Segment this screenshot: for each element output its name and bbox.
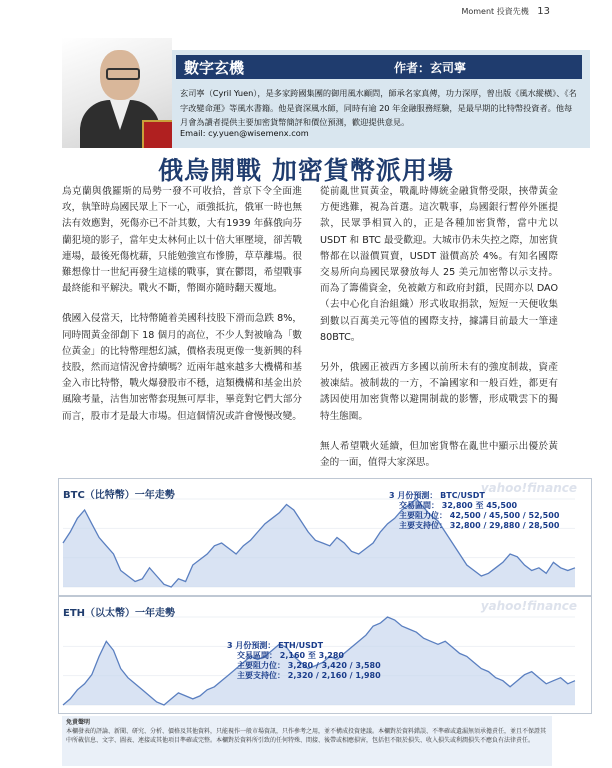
yahoo-finance-watermark: yahoo!finance [480,599,577,613]
forecast-resistance: 主要阻力位： 42,500 / 45,500 / 52,500 [399,511,560,520]
btc-forecast-box [389,491,559,531]
forecast-heading: 3 月份預測： BTC/USDT [389,491,485,500]
forecast-resistance: 主要阻力位： 3,280 / 3,420 / 3,580 [237,661,381,670]
forecast-range: 交易區間： 2,160 至 3,280 [237,651,344,660]
author-photo [62,38,172,148]
article-title: 俄烏開戰 加密貨幣派用場 [158,156,454,185]
forecast-support: 主要支持位： 32,800 / 29,880 / 28,500 [399,521,560,530]
magazine-name: Moment 投資先機 [461,7,529,16]
paragraph: 另外，俄國正被西方多國以前所未有的強度制裁，資產被凍結。被制裁的一方，不論國家和一般百姓，都更有誘因使用加密貨幣以避開制裁的影響，形成戰雲下的獨特生態圈。 [320,362,558,422]
author-bio: 玄司寧（Cyril Yuen），是多家跨國集團的御用風水顧問，師承名家真傳，功力深厚，曾出版《風水縱橫》、《名字改變命運》等風水書籍。他是資深風水師，同時有逾 20 年金融服務經驗，是最早期的比特幣投資者。他每月會為讀者提供主要加密貨幣簡評和價位預測，歡迎提供意見。 [180,88,577,127]
paragraph: 無人希望戰火延續，但加密貨幣在亂世中顯示出優於黃金的一面，值得大家深思。 [320,440,558,469]
page-header [461,6,550,17]
paragraph: 俄國入侵當天，比特幣隨着美國科技股下滑而急跌 8%，同時間黃金卻創下 18 個月的高位，不少人對被喻為「數位黃金」的比特幣理想幻滅，價格表現更像一隻新興的科技股，然而這情況會持續嗎？近兩年越來越多大機構和基金入市比特幣，戰火爆發股市不穩，這類機構和基金出於風險考量，沽售加密幣套現無可厚非，畢竟對它們大部分而言，股市才是最大市場。但這個情況或許會慢慢改變。 [62,313,302,422]
btc-chart [58,478,592,596]
disclaimer-text: 本欄發表的評論、新聞、研究、分析、價格及其他資料，只能視作一般市場資訊，只作參考之用，並不構成投資建議。本欄對於資料錯誤、不準確或遺漏無須承擔責任，並且不保證其中所載信息、文字、圖表、連接或其他項目準確或完整。本欄對於資料所引致的任何特殊、間接、後帶或相應損害，包括但不限於損失、收入損失或利潤損失不應負有法律責任。 [66,728,547,744]
yahoo-finance-watermark: yahoo!finance [480,481,577,495]
paragraph: 烏克蘭與俄羅斯的局勢一發不可收拾，普京下令全面進攻，執筆時烏國民眾上下一心，頑強抵抗，俄軍一時也無法有效應對，死傷亦已不計其數，大有1939 年蘇俄向芬蘭犯境的影子，當年史太林何止以十倍大軍壓境，卻苦戰連場，最後死傷枕藉，只能勉強宣布慘勝，草草離場。很難想像廿一世紀再發生這樣的戰事，實在鬱悶，希望戰事最終能和平解決。戰火不斷，幣圈亦隨時翻天覆地。 [62,186,302,295]
disclaimer-title: 免責聲明 [66,719,91,726]
column-title-bar [176,55,582,79]
eth-forecast-box [227,641,381,681]
author-name: 作者：玄司寧 [394,61,467,75]
article-column-right [320,184,558,485]
forecast-range: 交易區間： 32,800 至 45,500 [399,501,518,510]
disclaimer [62,716,552,766]
forecast-support: 主要支持位： 2,320 / 2,160 / 1,980 [237,671,381,680]
article-column-left [62,184,302,439]
forecast-heading: 3 月份預測： ETH/USDT [227,641,324,650]
eth-chart [58,596,592,714]
btc-chart-title: BTC（比特幣）一年走勢 [63,490,175,501]
column-name: 數字玄機 [184,59,245,77]
eth-chart-title: ETH（以太幣）一年走勢 [63,608,176,619]
page-number: 13 [537,6,550,17]
paragraph: 從前亂世買黃金，戰亂時傳統金融貨幣受限，挾帶黃金方便逃難，視為首選。這次戰事，烏國銀行暫停外匯提款，民眾爭相買入的，正是各種加密貨幣，當中尤以 USDT 和 BTC 最受歡迎。大城市仍未失控之際，加密貨幣都在以溢價買賣，USDT 溢價高於 4%。有知名國際交易所向烏國民眾發放每人 25 美元加密幣以示支持。而為了籌備資金，免被敵方和政府封鎖，民間亦以 DAO（去中心化自治組織）形式收取捐款，短短一天便收集到數以百萬美元等值的國際支持，據講目前最大一筆達 80BTC。 [320,186,558,343]
author-email: Email: cy.yuen@wisemenx.com [180,128,309,138]
